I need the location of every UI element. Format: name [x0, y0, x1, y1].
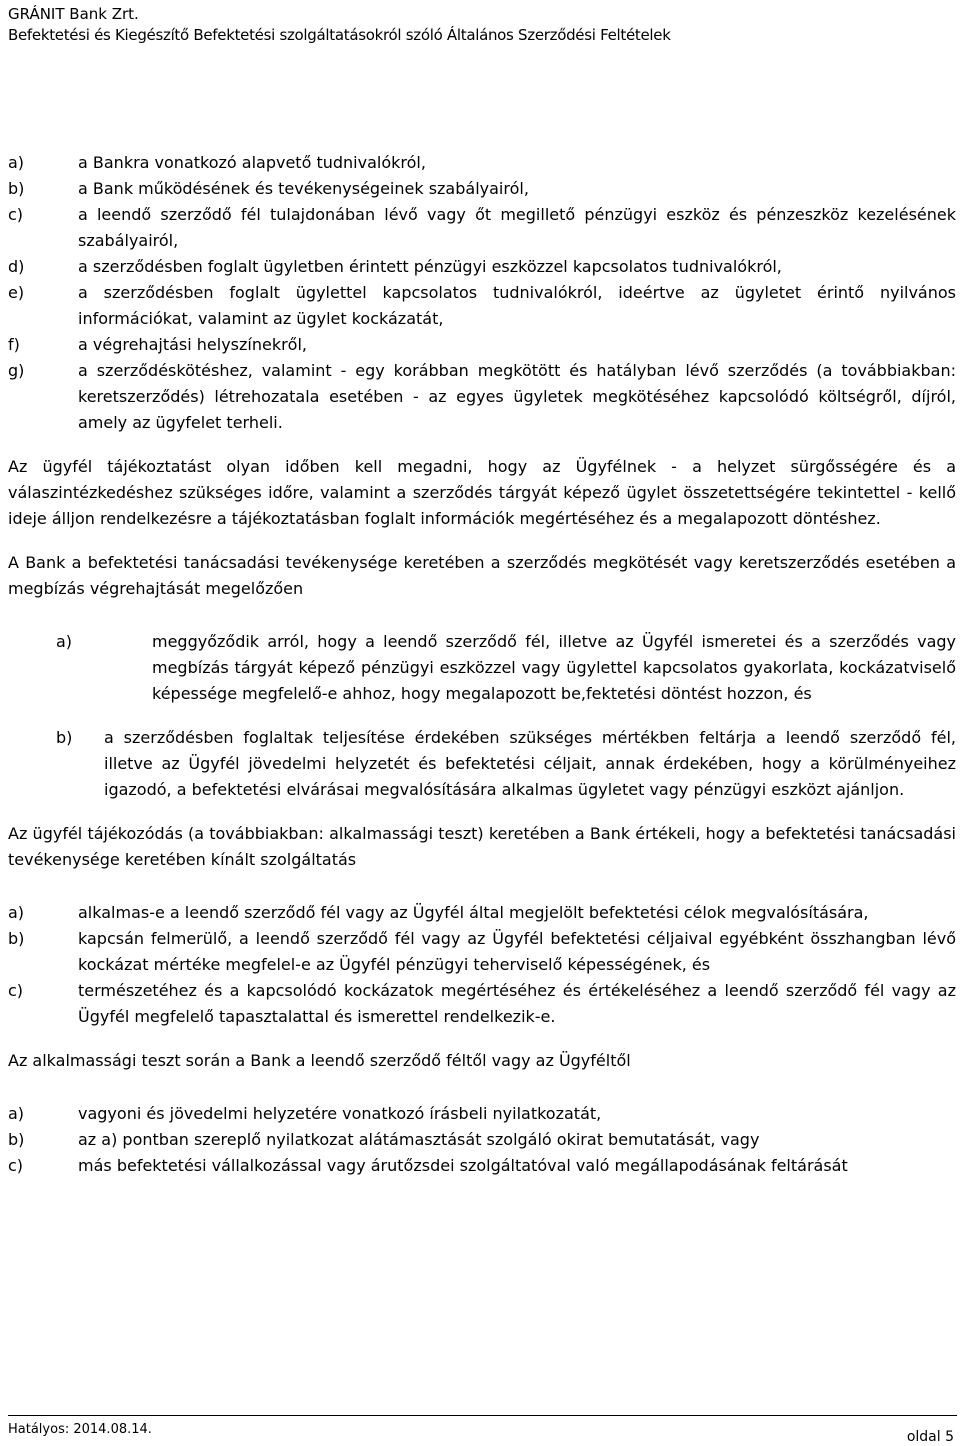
list-advisory-duties [8, 629, 956, 803]
item-label: c) [8, 205, 24, 224]
list-item [56, 725, 956, 803]
item-text: a leendő szerződő fél tulajdonában lévő vagy őt megillető pénzügyi eszköz és pénzeszköz kezelésének szabályairól, [78, 205, 956, 250]
item-label: b) [8, 929, 25, 948]
item-label: a) [8, 903, 25, 922]
paragraph-information-timing: Az ügyfél tájékoztatást olyan időben kell megadni, hogy az Ügyfélnek - a helyzet sürgősségére és a válaszintézkedéshez szükséges időre, valamint a szerződés tárgyát képező ügylet összetettségére tekintettel - kellő ideje álljon rendelkezésre a tájékoztatásban foglalt információk megértéséhez és a megalapozott döntéshez. [8, 457, 956, 528]
item-label: f) [8, 335, 20, 354]
item-label: c) [8, 981, 24, 1000]
item-text: természetéhez és a kapcsolódó kockázatok megértéséhez és értékeléséhez a leendő szerződő fél vagy az Ügyfél megfelelő tapasztalattal és ismerettel rendelkezik-e. [78, 981, 956, 1026]
list-item [8, 1127, 956, 1153]
item-text: a Bankra vonatkozó alapvető tudnivalókról, [78, 153, 426, 172]
item-text: vagyoni és jövedelmi helyzetére vonatkozó írásbeli nyilatkozatát, [78, 1104, 602, 1123]
item-text: a szerződésben foglalt ügylettel kapcsolatos tudnivalókról, ideértve az ügyletet érintő nyilvános információkat, valamint az ügylet kockázatát, [78, 283, 956, 328]
list-item [8, 1101, 956, 1127]
list-item [8, 254, 956, 280]
footer-divider [8, 1415, 957, 1416]
list-item [8, 978, 956, 1030]
document-title: Befektetési és Kiegészítő Befektetési szolgáltatásokról szóló Általános Szerződési Feltételek [8, 26, 671, 44]
item-label: a) [56, 632, 73, 651]
effective-date: Hatályos: 2014.08.14. [8, 1422, 152, 1437]
item-label: g) [8, 361, 25, 380]
item-text: a szerződéskötéshez, valamint - egy korábban megkötött és hatályban lévő szerződés (a továbbiakban: keretszerződés) létrehozatala esetében - az egyes ügyletek megkötéséhez kapcsolódó költségről, díjról, amely az ügyfelet terheli. [78, 361, 956, 432]
item-text: a szerződésben foglaltak teljesítése érdekében szükséges mértékben feltárja a leendő szerződő fél, illetve az Ügyfél jövedelmi helyzetét és befektetési céljait, annak érdekében, hogy a körülményeihez igazodó, a befektetési elvárásai megvalósítására alkalmas ügyletet vagy pénzügyi eszközt ajánljon. [104, 728, 956, 799]
list-item [8, 926, 956, 978]
item-text: más befektetési vállalkozással vagy árutőzsdei szolgáltatóval való megállapodásának feltárását [78, 1156, 848, 1175]
page-header [8, 4, 958, 46]
item-text: a végrehajtási helyszínekről, [78, 335, 307, 354]
item-label: c) [8, 1156, 24, 1175]
list-suitability-criteria [8, 900, 956, 1030]
list-item [8, 150, 956, 176]
list-item [8, 1153, 956, 1179]
list-item [8, 332, 956, 358]
item-text: a Bank működésének és tevékenységeinek szabályairól, [78, 179, 529, 198]
item-text: a szerződésben foglalt ügyletben érintett pénzügyi eszközzel kapcsolatos tudnivalókról, [78, 257, 782, 276]
list-item [8, 358, 956, 436]
paragraph-suitability-test: Az ügyfél tájékozódás (a továbbiakban: alkalmassági teszt) keretében a Bank értékeli, hogy a befektetési tanácsadási tevékenysége keretében kínált szolgáltatás [8, 824, 956, 869]
list-item [8, 202, 956, 254]
item-text: meggyőződik arról, hogy a leendő szerződő fél, illetve az Ügyfél ismeretei és a szerződés vagy megbízás tárgyát képező pénzügyi eszközzel vagy ügylettel kapcsolatos gyakorlata, kockázatviselő képessége megfelelő-e ahhoz, hogy megalapozott be,fektetési döntést hozzon, és [152, 632, 956, 703]
list-item [8, 176, 956, 202]
list-info-topics [8, 150, 956, 436]
item-text: az a) pontban szereplő nyilatkozat alátámasztását szolgáló okirat bemutatását, vagy [78, 1130, 760, 1149]
item-label: a) [8, 1104, 25, 1123]
paragraph-test-requests: Az alkalmassági teszt során a Bank a leendő szerződő féltől vagy az Ügyféltől [8, 1051, 631, 1070]
list-requested-documents [8, 1101, 956, 1179]
item-label: d) [8, 257, 25, 276]
item-label: b) [8, 179, 25, 198]
item-label: b) [8, 1130, 25, 1149]
page-number: oldal 5 [906, 1429, 954, 1445]
list-item [8, 900, 956, 926]
item-label: a) [8, 153, 25, 172]
list-item [8, 280, 956, 332]
paragraph-advisory-intro: A Bank a befektetési tanácsadási tevékenysége keretében a szerződés megkötését vagy keretszerződés esetében a megbízás végrehajtását megelőzően [8, 553, 956, 598]
item-label: e) [8, 283, 25, 302]
document-body [8, 150, 956, 1179]
item-text: alkalmas-e a leendő szerződő fél vagy az Ügyfél által megjelölt befektetési célok megvalósítására, [78, 903, 869, 922]
list-item [56, 629, 956, 707]
item-text: kapcsán felmerülő, a leendő szerződő fél vagy az Ügyfél befektetési céljaival egyébként összhangban lévő kockázat mértéke megfelel-e az Ügyfél pénzügyi teherviselő képességének, és [78, 929, 956, 974]
item-label: b) [56, 728, 73, 747]
company-name: GRÁNIT Bank Zrt. [8, 5, 139, 23]
